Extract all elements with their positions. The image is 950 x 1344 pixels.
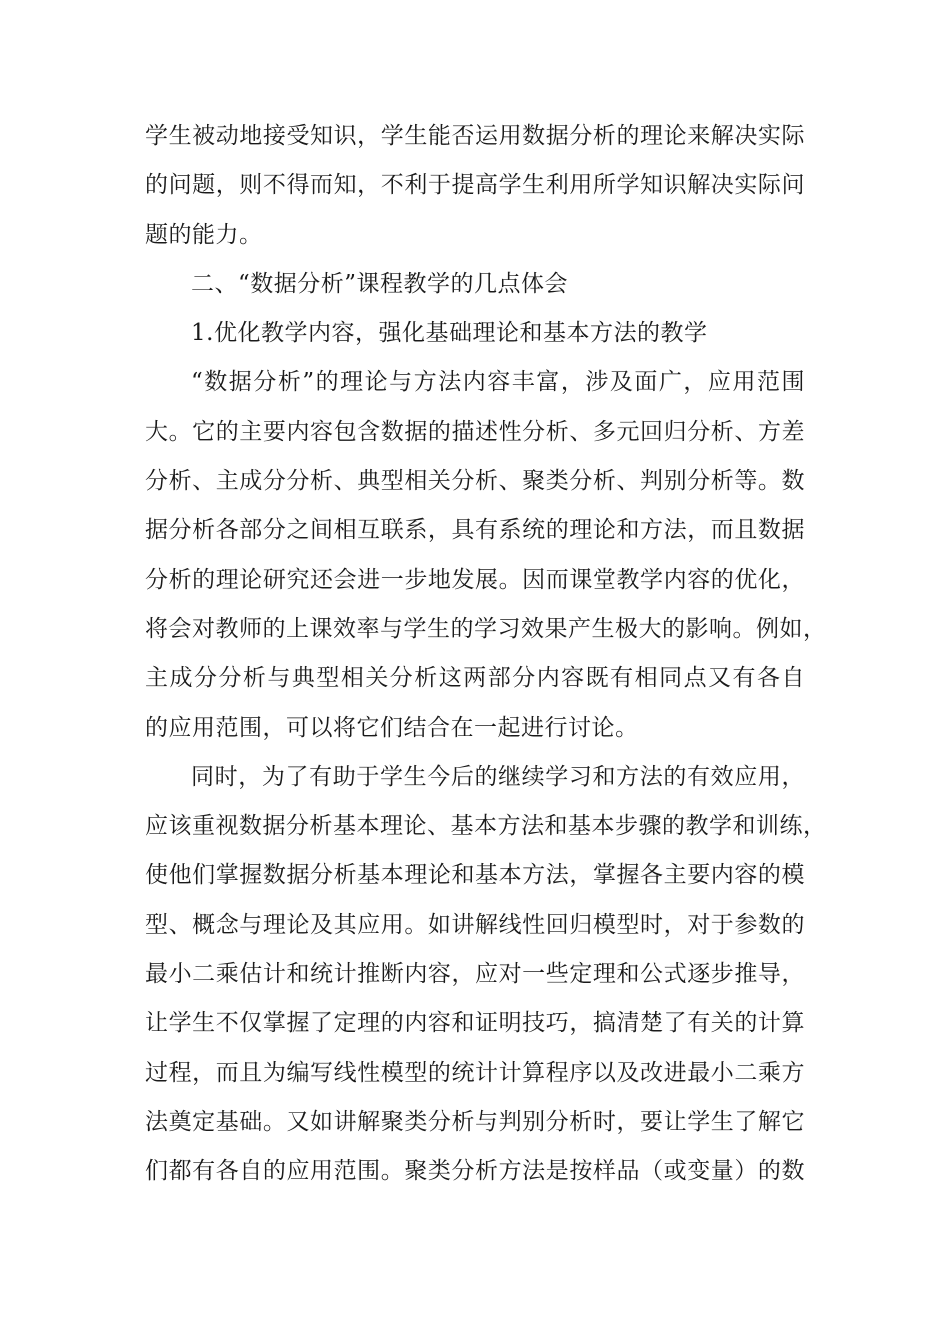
body-text [145,112,827,1197]
text-line: 过程，而且为编写线性模型的统计计算程序以及改进最小二乘方 [145,1059,805,1086]
paragraph [145,753,827,1197]
text-line: 大。它的主要内容包含数据的描述性分析、多元回归分析、方差 [145,418,805,445]
subsection-heading [145,309,805,358]
text-line: 使他们掌握数据分析基本理论和基本方法，掌握各主要内容的模 [145,862,805,889]
heading-text: 1.优化教学内容，强化基础理论和基本方法的教学 [191,320,708,347]
paragraph [145,358,827,752]
text-line: 据分析各部分之间相互联系，具有系统的理论和方法，而且数据 [145,517,805,544]
paragraph-continuation [145,112,805,260]
text-line: 的应用范围，可以将它们结合在一起进行讨论。 [145,714,639,741]
text-line: 主成分分析与典型相关分析这两部分内容既有相同点又有各自 [145,665,805,692]
text-line: “数据分析”的理论与方法内容丰富，涉及面广，应用范围 [191,369,805,396]
text-line: 应该重视数据分析基本理论、基本方法和基本步骤的教学和训练， [145,813,827,840]
text-line: 的问题，则不得而知，不利于提高学生利用所学知识解决实际问 [145,172,805,199]
text-line: 将会对教师的上课效率与学生的学习效果产生极大的影响。例如， [145,615,827,642]
text-line: 分析、主成分分析、典型相关分析、聚类分析、判别分析等。数 [145,468,805,495]
text-line: 法奠定基础。又如讲解聚类分析与判别分析时，要让学生了解它 [145,1108,805,1135]
heading-text: 二、“数据分析”课程教学的几点体会 [191,270,569,297]
text-line: 最小二乘估计和统计推断内容，应对一些定理和公式逐步推导， [145,961,805,988]
text-line: 们都有各自的应用范围。聚类分析方法是按样品（或变量）的数 [145,1158,805,1185]
text-line: 让学生不仅掌握了定理的内容和证明技巧，搞清楚了有关的计算 [145,1010,805,1037]
text-line: 学生被动地接受知识，学生能否运用数据分析的理论来解决实际 [145,123,805,149]
text-line: 分析的理论研究还会进一步地发展。因而课堂教学内容的优化， [145,566,805,593]
text-line: 型、概念与理论及其应用。如讲解线性回归模型时，对于参数的 [145,911,805,938]
text-line: 同时，为了有助于学生今后的继续学习和方法的有效应用， [191,763,805,790]
section-heading [145,260,805,309]
text-line: 题的能力。 [145,221,263,248]
